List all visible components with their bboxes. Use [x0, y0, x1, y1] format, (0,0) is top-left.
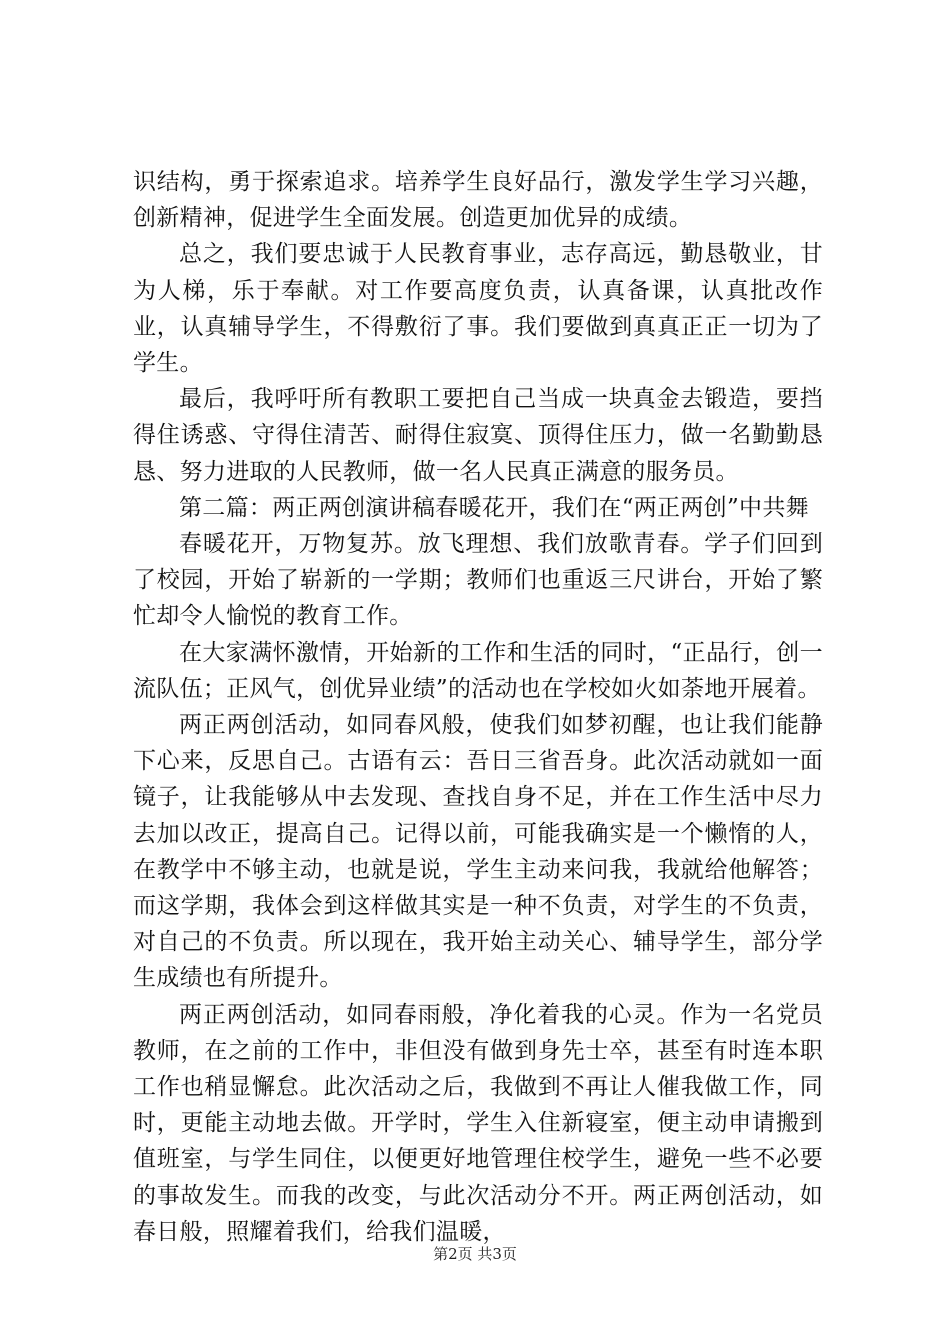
document-body [133, 164, 823, 1250]
paragraph: 两正两创活动，如同春风般，使我们如梦初醒，也让我们能静下心来，反思自己。古语有云：吾日三省吾身。此次活动就如一面镜子，让我能够从中去发现、查找自身不足，并在工作生活中尽力去加以改正，提高自己。记得以前，可能我确实是一个懒惰的人，在教学中不够主动，也就是说，学生主动来问我，我就给他解答；而这学期，我体会到这样做其实是一种不负责，对学生的不负责，对自己的不负责。所以现在，我开始主动关心、辅导学生，部分学生成绩也有所提升。 [133, 712, 823, 992]
paragraph: 在大家满怀激情，开始新的工作和生活的同时，“正品行，创一流队伍；正风气，创优异业绩”的活动也在学校如火如荼地开展着。 [133, 639, 823, 702]
paragraph: 总之，我们要忠诚于人民教育事业，志存高远，勤恳敬业，甘为人梯，乐于奉献。对工作要高度负责，认真备课，认真批改作业，认真辅导学生，不得敷衍了事。我们要做到真真正正一切为了学生。 [133, 241, 823, 377]
paragraph-continuation: 识结构，勇于探索追求。培养学生良好品行，激发学生学习兴趣，创新精神，促进学生全面发展。创造更加优异的成绩。 [133, 169, 823, 232]
paragraph: 最后，我呼吁所有教职工要把自己当成一块真金去锻造，要挡得住诱惑、守得住清苦、耐得住寂寞、顶得住压力，做一名勤勤恳恳、努力进取的人民教师，做一名人民真正满意的服务员。 [133, 386, 823, 485]
page-number-footer: 第2页 共3页 [433, 1245, 517, 1263]
section-heading: 第二篇：两正两创演讲稿春暖花开，我们在“两正两创”中共舞 [179, 494, 809, 521]
paragraph: 春暖花开，万物复苏。放飞理想、我们放歌青春。学子们回到了校园，开始了崭新的一学期；教师们也重返三尺讲台，开始了繁忙却令人愉悦的教育工作。 [133, 531, 823, 630]
paragraph: 两正两创活动，如同春雨般，净化着我的心灵。作为一名党员教师，在之前的工作中，非但没有做到身先士卒，甚至有时连本职工作也稍显懈怠。此次活动之后，我做到不再让人催我做工作，同时，更能主动地去做。开学时，学生入住新寝室，便主动申请搬到值班室，与学生同住，以便更好地管理住校学生，避免一些不必要的事故发生。而我的改变，与此次活动分不开。两正两创活动，如春日般，照耀着我们，给我们温暖， [133, 1001, 823, 1245]
